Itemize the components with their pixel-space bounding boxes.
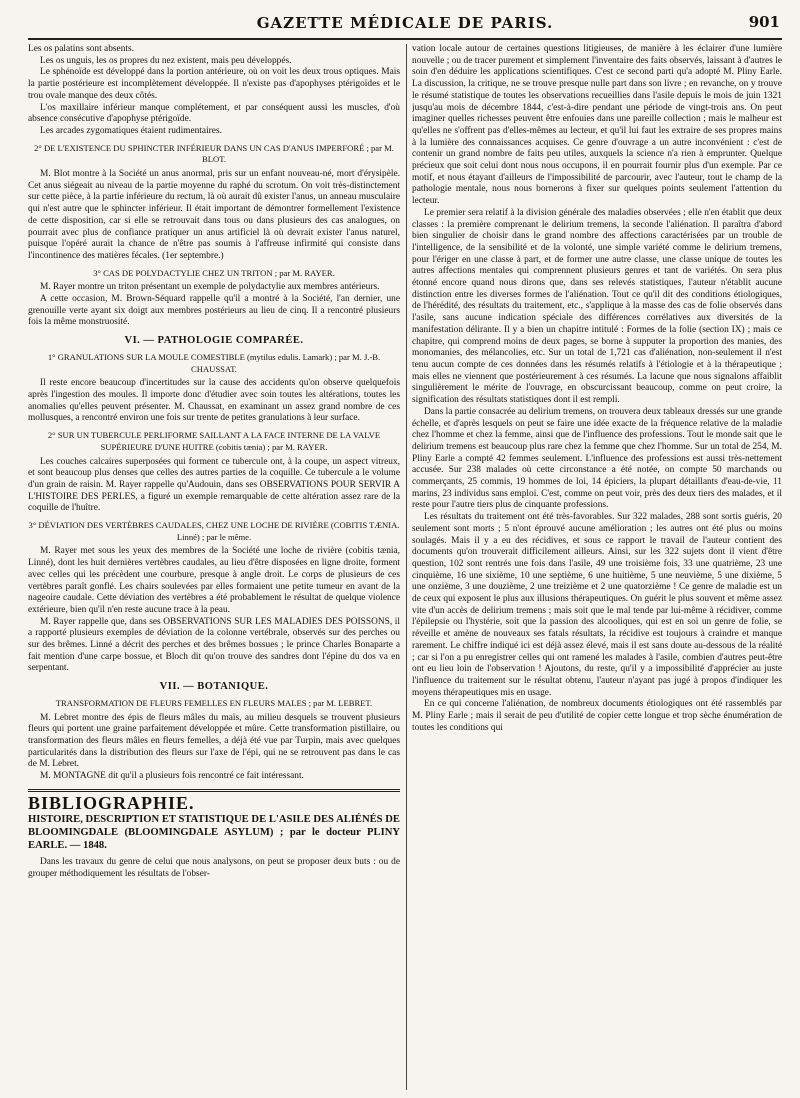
paragraph: Les os palatins sont absents. — [28, 44, 134, 54]
paragraph: En ce qui concerne l'aliénation, de nombreux documents étiologiques ont été rassemblés par M. Pliny Earle ; mais il serait de peu d'utilité de copier cette longue et trop sèche énumération de toutes les conditions qui — [412, 699, 782, 733]
book-title: HISTOIRE, DESCRIPTION ET STATISTIQUE DE L'ASILE DES ALIÉNÉS DE BLOOMINGDALE (BLOOMINGDALE ASYLUM) ; par le docteur PLINY EARLE. — 1848. — [28, 814, 400, 852]
paragraph: Il reste encore beaucoup d'incertitudes sur la cause des accidents qu'on observe quelquefois après l'ingestion des moules. Il importe donc d'étudier avec soin toutes les altérations, toutes les anomalies qu'elles peuvent présenter. M. Chaussat, en examinant un assez grand nombre de ces mollusques, a rencontré environ une fois sur trente de petites granulations à leur surface. — [28, 378, 400, 424]
subheading-sphincter: 2° DE L'EXISTENCE DU SPHINCTER INFÉRIEUR DANS UN CAS D'ANUS IMPERFORÉ ; par M. BLOT. — [34, 142, 394, 165]
paragraph: M. MONTAGNE dit qu'il a plusieurs fois rencontré ce fait intéressant. — [40, 771, 304, 782]
subheading-loche: 3° DÉVIATION DES VERTÈBRES CAUDALES, CHEZ UNE LOCHE DE RIVIÈRE (COBITIS TÆNIA. Linné) ; par le même. — [28, 520, 400, 542]
paragraph: Les résultats du traitement ont été très-favorables. Sur 322 malades, 288 sont sortis guéris, 20 seulement sont morts ; 5 n'ont éprouvé aucune amélioration ; les autres ont été plus ou moins soulagés. Mais il y a eu des récidives, et sous ce rapport le travail de l'auteur contient des documents qu'on trouverait difficilement ailleurs. Ainsi, sur les 322 sujets dont il vient d'être question, 102 sont rentrés une fois dans l'asile, 49 une troisième fois, 33 une quatrième, 23 une cinquième, 16 une sixième, 10 une septième, 6 une huitième, 5 une neuvième, 5 une dixième, 5 une onzième, 3 une douzième, 2 une treizième et 2 une quatorzième ! Ce genre de maladie est un de ceux qui exposent le plus aux illusions thérapeutiques. On guérit le plus souvent et même assez vite d'un accès de delirium tremens ; mais soit que le mal tende par lui-même à récidiver, comme l'épilepsie ou l'hystérie, soit que la passion des alcooliques, qui est en soi un genre de folie, se réveille et amène de nouveaux ses fatals résultats, la récidive est toujours à craindre et manque rarement. Le chiffre indiqué ici est déjà assez élevé, mais il est sans doute au-dessous de la réalité ; car si l'on a pu enregistrer celles qui ont ramené les malades à l'asile, combien d'autres peut-être ont eu lieu loin de l'observation ! Ajoutons, du reste, qu'il y a impossibilité d'apprécier au juste l'influence du traitement sur le résultat obtenu, l'auteur n'ayant pas jugé à propos d'indiquer les moyens thérapeutiques mis en usage. — [412, 512, 782, 698]
subheading-fleurs: TRANSFORMATION DE FLEURS FEMELLES EN FLEURS MALES ; par M. LEBRET. — [55, 697, 373, 708]
paragraph: L'os maxillaire inférieur manque complétement, et par conséquent aussi les muscles, d'où absence consécutive d'apophyse ptérigoïde. — [28, 102, 400, 125]
paragraph: Les arcades zygomatiques étaient rudimentaires. — [40, 125, 222, 136]
paragraph: vation locale autour de certaines questions litigieuses, de manière à les éclairer d'une lumière nouvelle ; ou de tracer purement et simplement l'inventaire des faits observés, laissant à d'autres le soin d'en déduire les applications scientifiques. C'est ce second parti qu'a adopté M. Pliny Earle. La discussion, la critique, ne se trouve presque nulle part dans son livre ; en revanche, on y trouve le résumé statistique de toutes les observations recueillies dans l'asile depuis le mois de juin 1321 jusqu'au mois de décembre 1844, c'est-à-dire pendant une période de vingt-trois ans. On peut imaginer quelles richesses peuvent être enfouies dans une pareille collection ; mais le malheur est qu'elles ne s'offrent pas d'elles-mêmes au lecteur, et qu'il lui faut les extraire de ses propres mains à la lumière des connaissances acquises. Ce genre d'ouvrage a un autre inconvénient : c'est de contenir un grand nombre de faits peu utiles, auxquels la science n'a rien à emprunter. Quelque précieux que soit celui dont nous nous occupons, il en pourrait fournir plus d'un exemple. Par ce motif, et nous étayant d'ailleurs de l'impossibilité de parcourir, avec l'auteur, tout le champ de la pathologie mentale, nous nous bornerons à fixer sur quelques points seulement l'attention du lecteur. — [412, 44, 782, 207]
right-column — [412, 44, 782, 1098]
section-heading-botanique: VII. — BOTANIQUE. — [159, 681, 269, 693]
column-divider — [406, 44, 407, 1090]
bibliography-block — [28, 789, 400, 881]
paragraph: Dans la partie consacrée au delirium tremens, on trouvera deux tableaux dressés sur une grande échelle, et d'après lesquels on peut se faire une idée exacte de la fréquence relative de la maladie chez l'homme et chez la femme, ainsi que de l'influence des professions. Tout le monde sait que le delirium tremens est beaucoup plus rare chez la femme que chez l'homme. Sur un total de 254, M. Pliny Earle a compté 42 femmes seulement. L'influence des professions est aussi très-nettement accusée. Sur 238 malades où cette circonstance a été notée, on compte 50 marchands ou commerçants, 25 commis, 19 hommes de loi, 14 épiciers, la plupart détaillants d'eau-de-vie, 11 marins, 23 individus sans emploi. C'est, comme on peut voir, près des deux tiers des malades, et il reste pour l'autre tiers plus de cinquante professions. — [412, 406, 782, 511]
section-heading-pathologie: VI. — PATHOLOGIE COMPARÉE. — [124, 335, 304, 347]
page-number: 901 — [748, 13, 780, 31]
paragraph: Dans les travaux du genre de celui que nous analysons, on peut se proposer deux buts : ou de grouper méthodiquement les résultats de l'obser- — [28, 857, 400, 880]
paragraph: M. Rayer montre un triton présentant un exemple de polydactylie aux membres antérieurs. — [40, 282, 380, 293]
paragraph: M. Rayer rappelle que, dans ses OBSERVATIONS SUR LES MALADIES DES POISSONS, il a rapporté plusieurs exemples de déviation de la colonne vertébrale, observés sur des perches ou sur des brêmes. Linné a décrit des perches et des brêmes bossues ; le prince Charles Bonaparte a fait mention d'une carpe bossue, et Bloch dit qu'on trouve des sandres dont l'épine du dos va en serpentant. — [28, 616, 400, 674]
paragraph: A cette occasion, M. Brown-Séquard rappelle qu'il a montré à la Société, l'an dernier, une grenouille verte ayant six doigt aux membres postérieurs au lieu de cinq. Il a rencontré plusieurs fois la même monstruosité. — [28, 294, 400, 328]
left-column — [28, 44, 400, 1098]
journal-title: GAZETTE MÉDICALE DE PARIS. — [256, 14, 554, 32]
paragraph: M. Blot montre à la Société un anus anormal, pris sur un enfant nouveau-né, mort d'érysipèle. Cet anus siégeait au niveau de la partie moyenne du raphé du scrotum. On voit très-distinctement sur cette pièce, à la partie inférieure du rectum, là où aurait dû exister l'anus, un anneau musculaire qui n'est autre que le sphincter inférieur. Il était important de démontrer formellement l'existence de cette disposition, car si elle se retrouvait dans tous ou dans plusieurs des cas analogues, on pourrait avec plus de confiance pratiquer un anus artificiel là où devrait exister l'anus naturel, puisque l'opéré aurait la chance de n'être pas soumis à l'affreuse infirmité qui consiste dans l'incontinence des matières fécales. (1er septembre.) — [28, 169, 400, 261]
paragraph: Le premier sera relatif à la division générale des maladies observées ; elle n'en établit que deux classes : la première comprenant le delirium tremens, la seconde l'aliénation. Il paraîtra d'abord bien singulier de choisir dans le grand nombre des affections caractérisées par un trouble de l'intelligence, de la sensibilité et de la volonté, une simple variété comme le delirium tremens, pour l'ériger en une classe à part, et de former une autre classe, une classe unique de toutes les autres affections mentales qui comprennent plusieurs genres et tant de variétés. On sera plus étonné encore quand nous dirons que, dans ses relevés statistiques, l'auteur n'établit aucune distinction entre les diverses formes de l'aliénation. Tout ce qu'il dit des conditions étiologiques, de l'hérédité, des résultats du traitement, etc., s'applique à la masse des cas de folie observés dans l'asile, sans aucune indication spéciale des différences corrélatives aux diversités de la manifestation délirante. Il y a bien un chapitre intitulé : Formes de la folie (section IX) ; mais ce chapitre, qui comprend moins de deux pages, se borne à supputer la proportion des manies, des monomanies, des mélancolies, etc. Sur un total de 1,721 cas d'aliénation, non-seulement il n'est tenu aucun compte de ces données dans les résumés relatifs à l'étiologie et à la thérapeutique ; mais elles ne viennent que postérieurement à ces résumés. La lacune que nous signalons affaiblit singulièrement le mérite de l'ouvrage, en obscurcissant beaucoup, comme on peut croire, la signification des résultats statistiques dont il est rempli. — [412, 207, 782, 406]
paragraph: Les couches calcaires superposées qui forment ce tubercule ont, à la coupe, un aspect vitreux, et sont beaucoup plus denses que celles des autres parties de la coquille. Ce tubercule a le volume d'un grain de raisin. M. Rayer rappelle qu'Audouin, dans ses OBSERVATIONS POUR SERVIR A L'HISTOIRE DES PERLES, a figuré un exemple remarquable de cette altération assez rare de la coquille de l'huître. — [28, 456, 400, 514]
paragraph: Les os unguis, les os propres du nez existent, mais peu développés. — [40, 55, 292, 66]
article-columns — [28, 44, 782, 1098]
paragraph: M. Rayer met sous les yeux des membres de la Société une loche de rivière (cobitis tænia, Linné), dont les huit dernières vertèbres caudales, au lieu d'être disposées en ligne droite, forment avec celles qui les précèdent une courbure, presque à angle droit. Le corps de plusieurs de ces vertèbres paraît gonflé. Les chairs soulevées par elles formaient une petite tumeur en avant de la nageoire caudale. Cette déviation des vertèbres a été probablement le résultat de quelque violence extérieure, bien qu'il n'en reste aucune trace à la peau. — [28, 546, 400, 615]
subheading-moule: 1° GRANULATIONS SUR LA MOULE COMESTIBLE (mytilus edulis. Lamark) ; par M. J.-B. CHAUSSAT. — [47, 351, 381, 374]
page-header — [28, 8, 782, 40]
bibliography-heading: BIBLIOGRAPHIE. — [28, 792, 195, 813]
paragraph: M. Lebret montre des épis de fleurs mâles du maïs, au milieu desquels se trouvent plusieurs fleurs qui portent une graine parfaitement développée et mûre. Cette transformation pistillaire, ou transformation des fleurs mâles en fleurs femelles, a déjà été vue par Turpin, mais avec quelques particularités dans la distribution des fleurs sur l'axe de l'épi, qui ne se retrouvent pas dans le cas de M. Lebret. — [28, 712, 400, 770]
subheading-polydactylie: 3° CAS DE POLYDACTYLIE CHEZ UN TRITON ; par M. RAYER. — [93, 267, 335, 278]
paragraph: Le sphénoïde est développé dans la portion antérieure, où on voit les deux trous optiques. Mais la partie postérieure est incomplètement développée. Il n'existe pas d'apophyses ptérigoïdes et le trou ovale manque des deux côtés. — [28, 67, 400, 101]
subheading-huitre: 2° SUR UN TUBERCULE PERLIFORME SAILLANT A LA FACE INTERNE DE LA VALVE SUPÉRIEURE D'UNE HUITRE (cobitis tænia) ; par M. RAYER. — [47, 430, 381, 452]
